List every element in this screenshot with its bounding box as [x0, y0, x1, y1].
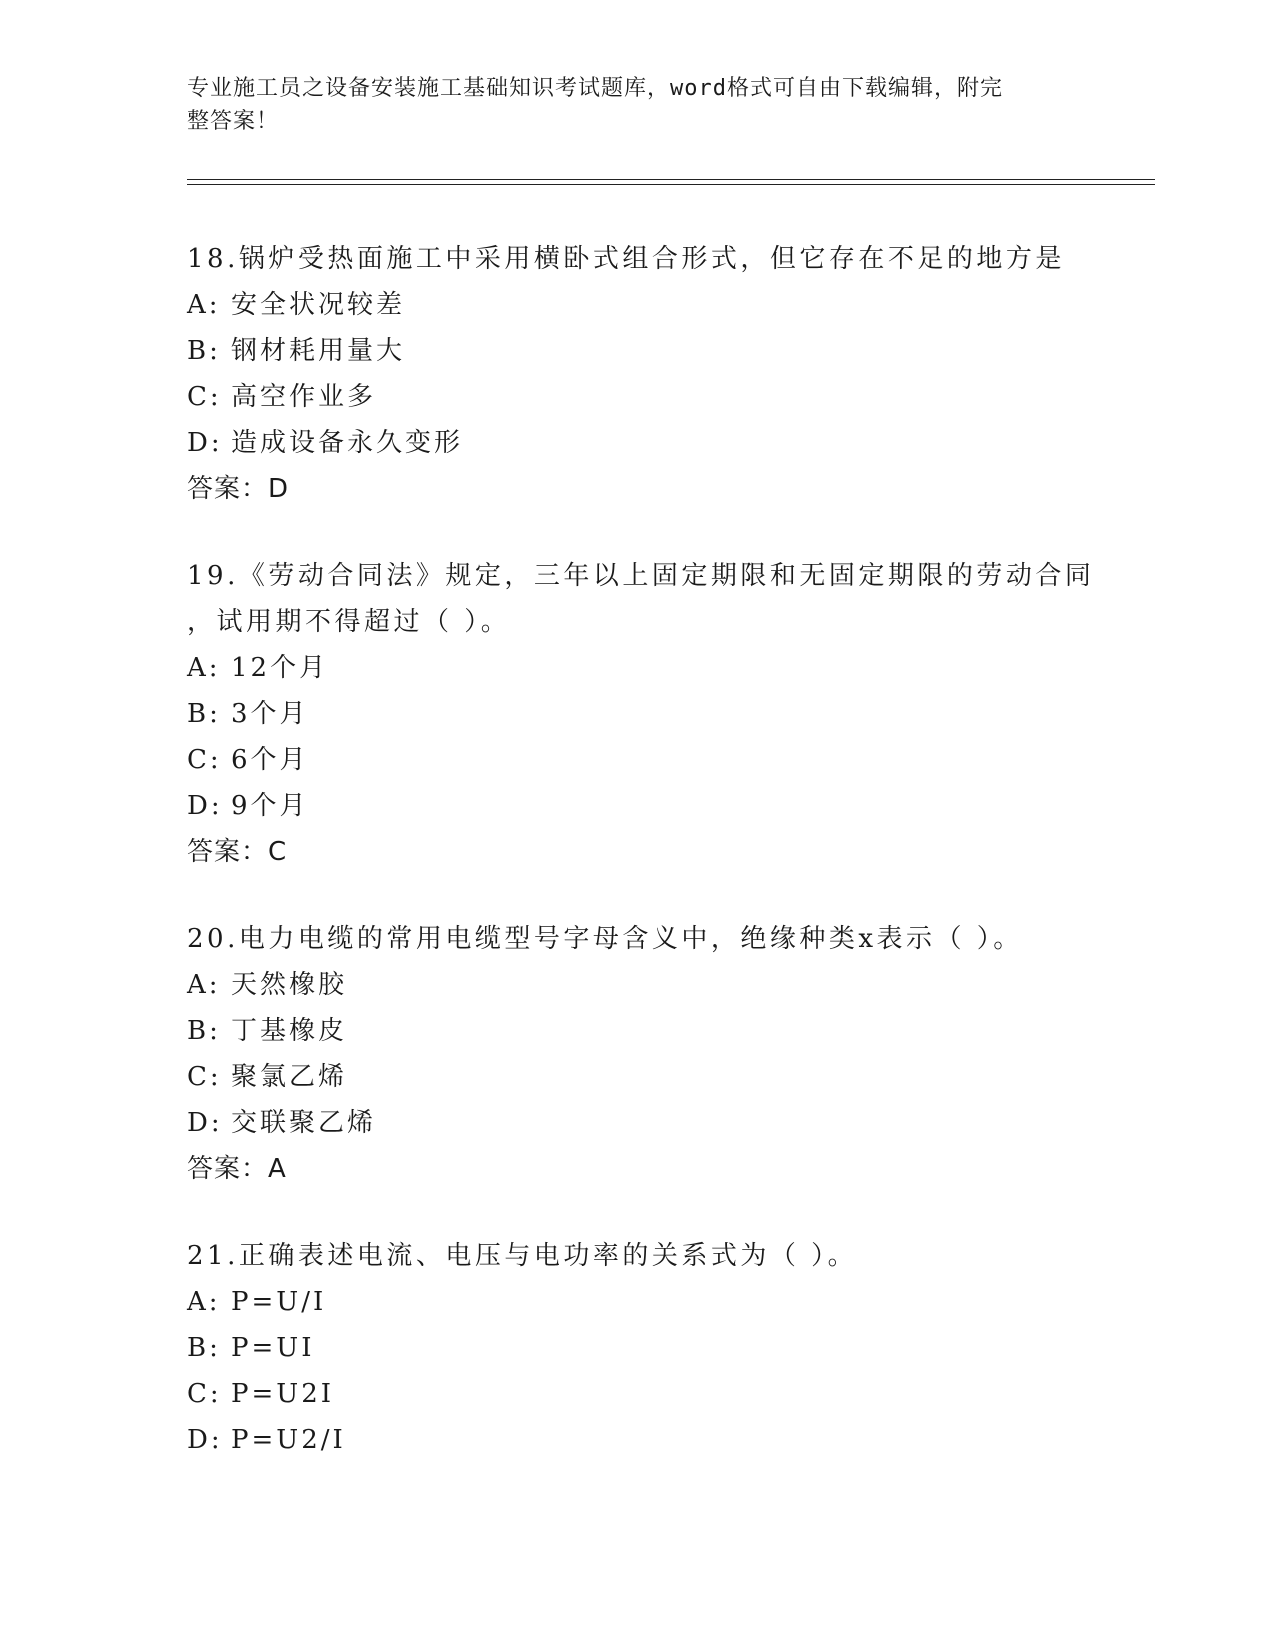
answer-option [187, 962, 1127, 1008]
question-list [187, 236, 1127, 1504]
answer-key: 答案：D [187, 474, 290, 504]
question-text: ，试用期不得超过（ ）。 [187, 607, 511, 637]
option-letter: C: [187, 382, 222, 412]
question-block [187, 1233, 1127, 1463]
option-text: P=UI [231, 1333, 315, 1363]
option-text: 聚氯乙烯 [231, 1062, 348, 1092]
option-text: 丁基橡皮 [231, 1016, 348, 1046]
answer-option [187, 783, 1127, 829]
answer-option [187, 1371, 1127, 1417]
option-letter: D: [187, 1425, 223, 1455]
option-text: P=U/I [231, 1287, 327, 1317]
question-text: 21.正确表述电流、电压与电功率的关系式为（ ）。 [187, 1241, 858, 1271]
answer-option [187, 1279, 1127, 1325]
answer-option [187, 1008, 1127, 1054]
option-letter: D: [187, 791, 223, 821]
option-text: 造成设备永久变形 [231, 428, 464, 458]
option-letter: A: [187, 653, 221, 683]
option-letter: B: [187, 1333, 221, 1363]
option-text: 3个月 [231, 699, 309, 729]
option-letter: B: [187, 336, 221, 366]
option-letter: A: [187, 290, 221, 320]
answer-option [187, 645, 1127, 691]
option-text: 安全状况较差 [231, 290, 406, 320]
answer-option [187, 1325, 1127, 1371]
question-block [187, 553, 1127, 875]
answer-option [187, 737, 1127, 783]
option-text: 天然橡胶 [231, 970, 348, 1000]
document-header [187, 72, 1067, 138]
option-letter: D: [187, 428, 223, 458]
answer-option [187, 420, 1127, 466]
option-letter: B: [187, 1016, 221, 1046]
header-rule-top [187, 179, 1155, 180]
option-text: 6个月 [231, 745, 309, 775]
option-text: P=U2/I [231, 1425, 346, 1455]
header-rule-bottom [187, 184, 1155, 185]
question-block [187, 236, 1127, 512]
answer-option [187, 328, 1127, 374]
option-letter: A: [187, 1287, 221, 1317]
answer-key: 答案：A [187, 1154, 287, 1184]
option-letter: A: [187, 970, 221, 1000]
option-letter: D: [187, 1108, 223, 1138]
option-text: P=U2I [231, 1379, 335, 1409]
option-text: 9个月 [231, 791, 309, 821]
option-text: 钢材耗用量大 [231, 336, 406, 366]
answer-option [187, 1417, 1127, 1463]
answer-option [187, 374, 1127, 420]
question-text: 19.《劳动合同法》规定，三年以上固定期限和无固定期限的劳动合同 [187, 561, 1095, 591]
option-text: 12个月 [231, 653, 329, 683]
header-line-2: 整答案！ [187, 109, 280, 134]
question-text: 18.锅炉受热面施工中采用横卧式组合形式，但它存在不足的地方是 [187, 244, 1065, 274]
answer-option [187, 691, 1127, 737]
answer-option [187, 282, 1127, 328]
option-letter: C: [187, 1379, 222, 1409]
option-text: 高空作业多 [231, 382, 377, 412]
answer-option [187, 1100, 1127, 1146]
header-line-1: 专业施工员之设备安装施工基础知识考试题库，word格式可自由下载编辑，附完 [187, 76, 1003, 101]
question-text: 20.电力电缆的常用电缆型号字母含义中，绝缘种类x表示（ ）。 [187, 924, 1023, 954]
option-letter: B: [187, 699, 221, 729]
option-letter: C: [187, 745, 222, 775]
answer-key: 答案：C [187, 837, 288, 867]
question-block [187, 916, 1127, 1192]
option-text: 交联聚乙烯 [231, 1108, 377, 1138]
option-letter: C: [187, 1062, 222, 1092]
answer-option [187, 1054, 1127, 1100]
